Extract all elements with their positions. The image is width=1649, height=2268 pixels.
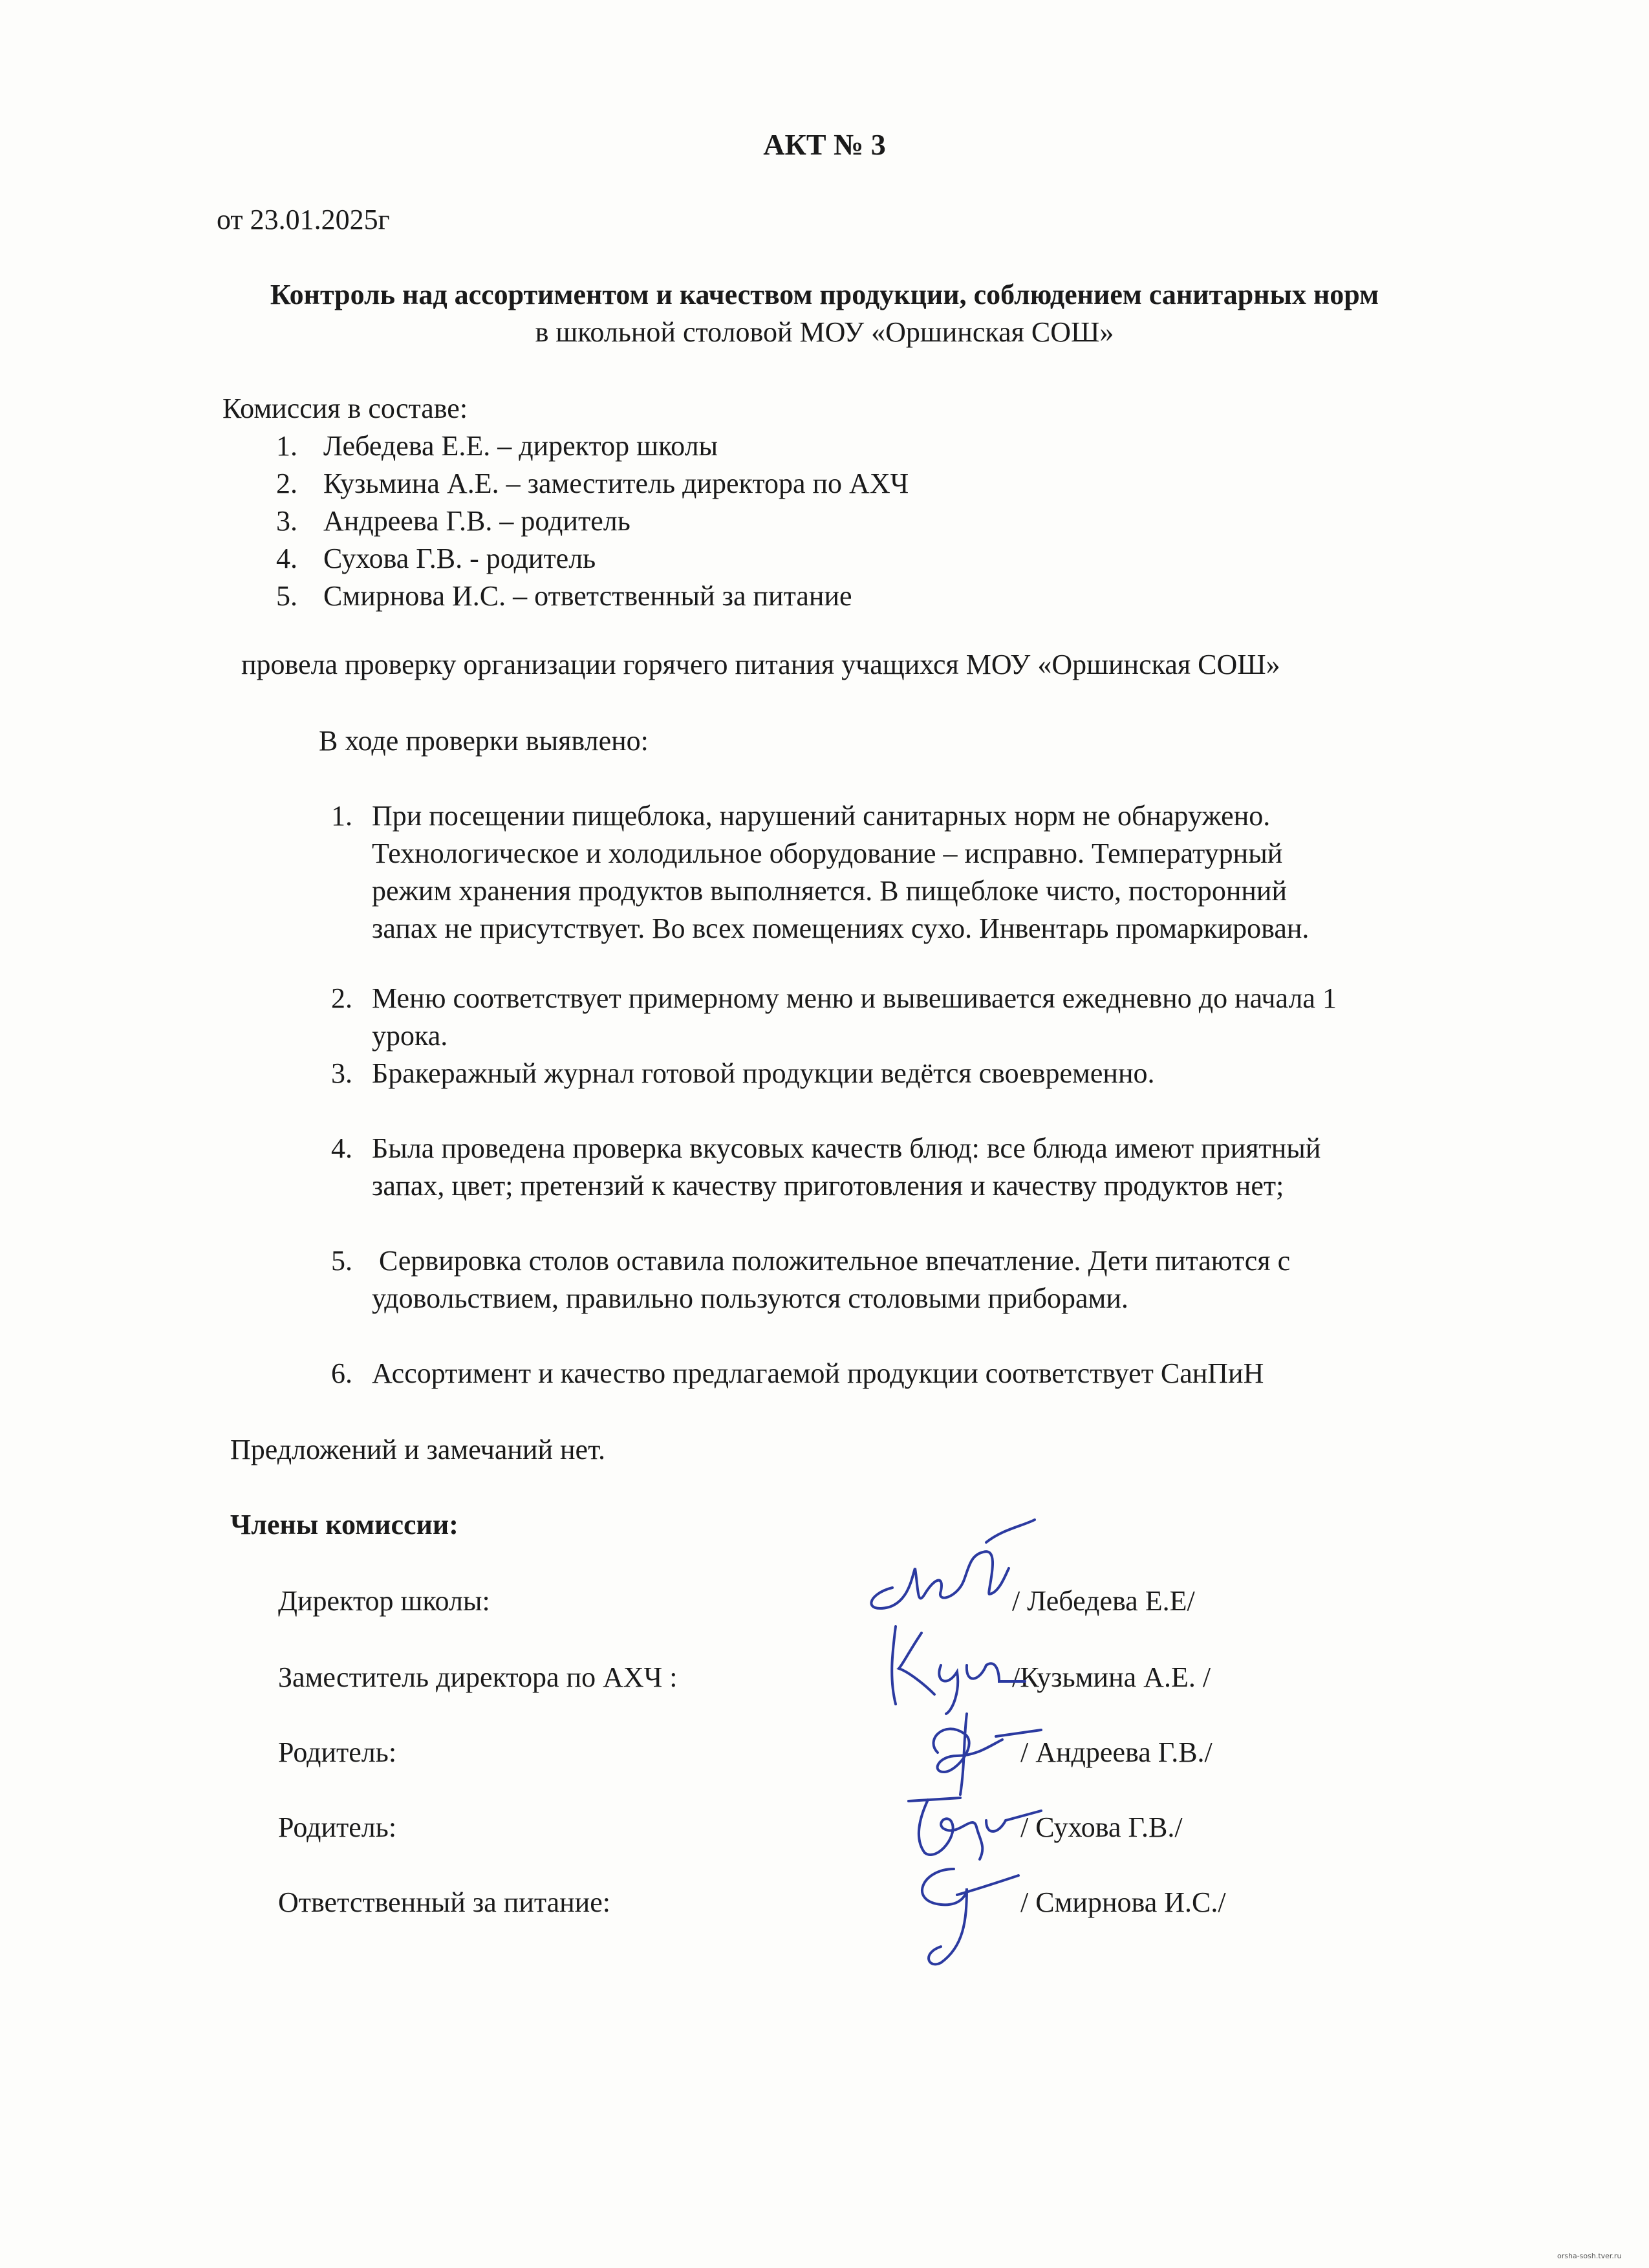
list-item: [0, 541, 1649, 577]
finding-line: Меню соответствует примерному меню и вывешивается ежедневно до начала 1: [372, 982, 1337, 1014]
finding-item: [0, 1130, 1649, 1205]
list-item: [0, 578, 1649, 614]
list-item-number: 3.: [276, 505, 297, 537]
finding-number: 5.: [331, 1245, 352, 1277]
signature-mark-parent-2: [889, 1775, 1044, 1866]
findings-heading: В ходе проверки выявлено:: [319, 725, 649, 757]
list-item-text: Смирнова И.С. – ответственный за питание: [323, 580, 852, 612]
signature-role: Родитель:: [278, 1811, 397, 1843]
finding-item: [0, 1355, 1649, 1393]
list-item: [0, 503, 1649, 539]
scan-stamp: orsha-sosh.tver.ru: [1557, 2252, 1622, 2260]
list-item-text: Кузьмина А.Е. – заместитель директора по АХЧ: [323, 468, 909, 499]
list-item-text: Андреева Г.В. – родитель: [323, 505, 630, 537]
signature-name: / Сухова Г.В./: [1020, 1811, 1183, 1843]
finding-item: [0, 798, 1649, 948]
finding-number: 6.: [331, 1357, 352, 1389]
signature-mark-director: [854, 1517, 1048, 1626]
list-item: [0, 428, 1649, 464]
list-item-text: Лебедева Е.Е. – директор школы: [323, 430, 718, 462]
signature-name: / Лебедева Е.Е/: [1012, 1585, 1195, 1617]
signature-row: [0, 1734, 1649, 1772]
finding-number: 2.: [331, 982, 352, 1014]
finding-line: Была проведена проверка вкусовых качеств блюд: все блюда имеют приятный: [372, 1132, 1321, 1164]
proposals-note: Предложений и замечаний нет.: [230, 1434, 605, 1465]
signature-role: Ответственный за питание:: [278, 1886, 610, 1918]
page-title: АКТ № 3: [763, 128, 886, 161]
commission-label: Комиссия в составе:: [222, 393, 468, 424]
signature-name: / Смирнова И.С./: [1020, 1886, 1226, 1918]
list-item-number: 5.: [276, 580, 297, 612]
signature-role: Директор школы:: [278, 1585, 490, 1617]
finding-line: При посещении пищеблока, нарушений санитарных норм не обнаружено.: [372, 800, 1271, 832]
act-subject-place: в школьной столовой МОУ «Оршинская СОШ»: [535, 316, 1114, 348]
finding-number: 3.: [331, 1057, 352, 1089]
members-heading: Члены комиссии:: [230, 1509, 458, 1540]
finding-line: Технологическое и холодильное оборудование – исправно. Температурный: [372, 837, 1283, 869]
finding-item: [0, 980, 1649, 1055]
finding-item: [0, 1055, 1649, 1093]
finding-number: 1.: [331, 800, 352, 832]
finding-line: Ассортимент и качество предлагаемой продукции соответствует СанПиН: [372, 1357, 1264, 1389]
signature-row: [0, 1809, 1649, 1847]
finding-item: [0, 1243, 1649, 1318]
finding-line: урока.: [372, 1020, 448, 1052]
finding-line: Бракеражный журнал готовой продукции ведётся своевременно.: [372, 1057, 1155, 1089]
list-item-number: 1.: [276, 430, 297, 462]
finding-line: запах, цвет; претензий к качеству приготовления и качеству продуктов нет;: [372, 1170, 1284, 1202]
list-item-text: Сухова Г.В. - родитель: [323, 543, 596, 574]
finding-line: удовольствием, правильно пользуются столовыми приборами.: [372, 1282, 1128, 1314]
list-item-number: 2.: [276, 468, 297, 499]
finding-line: режим хранения продуктов выполняется. В пищеблоке чисто, посторонний: [372, 875, 1288, 907]
finding-number: 4.: [331, 1132, 352, 1164]
act-subject: Контроль над ассортиментом и качеством продукции, соблюдением санитарных норм: [270, 279, 1379, 310]
signature-name: / Андреева Г.В./: [1020, 1736, 1212, 1768]
check-intro: провела проверку организации горячего питания учащихся МОУ «Оршинская СОШ»: [241, 649, 1280, 680]
list-item: [0, 466, 1649, 502]
signature-role: Заместитель директора по АХЧ :: [278, 1661, 678, 1693]
signature-role: Родитель:: [278, 1736, 397, 1768]
signature-row: [0, 1659, 1649, 1697]
act-date: от 23.01.2025г: [217, 204, 390, 235]
finding-line: запах не присутствует. Во всех помещениях сухо. Инвентарь промаркирован.: [372, 913, 1310, 944]
finding-line: Сервировка столов оставила положительное впечатление. Дети питаются с: [372, 1245, 1291, 1277]
signature-name: /Кузьмина А.Е. /: [1012, 1661, 1211, 1693]
signature-row: [0, 1885, 1649, 1922]
list-item-number: 4.: [276, 543, 297, 574]
signature-mark-responsible: [896, 1856, 1025, 1972]
signature-row: [0, 1583, 1649, 1621]
